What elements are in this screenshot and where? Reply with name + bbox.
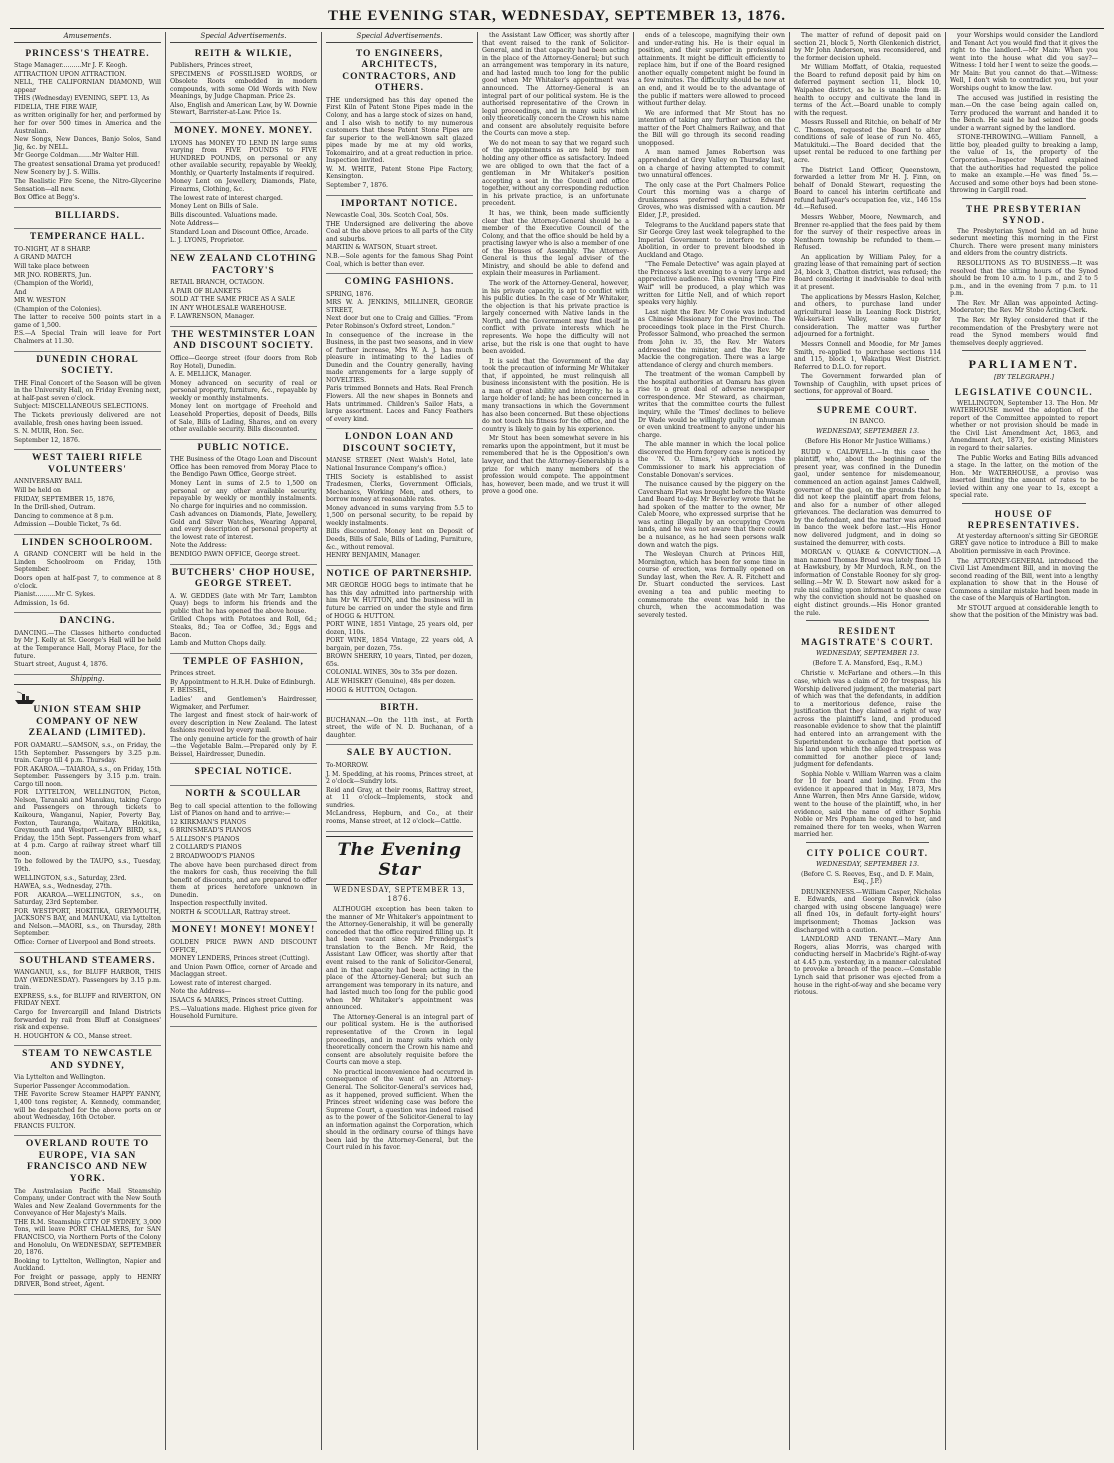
ad-title: MONEY! MONEY! MONEY! bbox=[171, 925, 316, 936]
advertisement bbox=[326, 274, 473, 429]
ad-line: For freight or passage, apply to HENRY DRIVER, Bond street, Agent. bbox=[14, 1273, 161, 1289]
ad-line: THE Undersigned are delivering the above Coal at the above prices to all parts of the City and suburbs. bbox=[326, 220, 473, 243]
paragraph: We are informed that Mr Stout has no intention of taking any further action on the matter of the Port Chalmers Railway, and that the Bill will go through its second reading unopposed. bbox=[638, 109, 785, 147]
ad-line: A. W. GEDDES (late with Mr Tarr, Lambton Quay) begs to inform his friends and the public that he has opened the above house. bbox=[170, 592, 317, 615]
ad-line: Money advanced in sums varying from 5.5 to 1,500 on personal security, to be repaid by weekly instalments. bbox=[326, 504, 473, 527]
ad-title: NEW ZEALAND CLOTHING FACTORY'S bbox=[170, 253, 317, 276]
ad-line: Money lent on mortgage of Freehold and Leasehold Properties, deposit of Deeds, Bills of Sale, Bills of Lading, Shares, and on every other available security. Bills discounted. bbox=[170, 403, 317, 434]
ad-line: The Realistic Fire Scene, the Nitro-Glycerine Sensation—all new. bbox=[14, 177, 161, 193]
ad-line: SPECIMENS of FOSSILISED WORDS, or Obsolete Roots embedded in modern compounds, with some Old Words with New Meanings, by Judge Chapman. Price 2s. bbox=[170, 70, 317, 101]
paragraph: Mr William Moffatt, of Otakia, requested the Board to refund deposit paid by him on deferred payment section 11, block 10, Waipahee district, as he is unable from ill-health to occupy and cultivate the land in terms of the Act.—Board unable to comply with the request. bbox=[794, 64, 941, 117]
resident-magistrate-court-bench: (Before T. A. Mansford, Esq., R.M.) bbox=[812, 659, 923, 667]
advertisement bbox=[326, 566, 473, 700]
advertisement bbox=[14, 1136, 161, 1295]
ad-line: Beg to call special attention to the following List of Pianos on hand and to arrive:— bbox=[170, 802, 317, 818]
divider-rule bbox=[806, 620, 929, 621]
ad-line: The largest and finest stock of hair-work of every description in New Zealand. The latest fashions received by every mail. bbox=[170, 712, 317, 735]
legislative-council-title: LEGISLATIVE COUNCIL. bbox=[954, 386, 1094, 397]
paragraph: Sophia Noble v. William Warren was a claim for 10 for board and lodging. From the evidence it appeared that in May, 1873, Mrs Anne Warren, then Mrs Anne Garside, widow, went to the house of the plaintiff, who, in her evidence, said the name of either Sophia Noble or Mrs Popham he conged to her, and remained there for ten weeks, when Warren married her. bbox=[794, 770, 941, 839]
ad-line: IN ANY WHOLESALE WAREHOUSE. bbox=[170, 304, 287, 312]
ad-title: UNION STEAM SHIP COMPANY OF NEW ZEALAND (LIMITED). bbox=[28, 705, 147, 739]
ad-line: NORTH & SCOULLAR, Rattray street. bbox=[170, 908, 291, 916]
column-parliament bbox=[946, 32, 1102, 1450]
ad-line: P.S.—A Special Train will leave for Port Chalmers at 11.30. bbox=[14, 330, 161, 346]
ad-line: ATTRACTION UPON ATTRACTION. bbox=[14, 70, 127, 78]
ad-line: FOR LYTTELTON, WELLINGTON, Picton, Nelson, Taranaki and Manukau, taking Cargo and Passengers on through tickets to Kaikoura, Wanganui, Napier, Poverty Bay, Foxton, Tauranga, Waitara, Hokitika, Greymouth and Westport.—LADY BIRD, s.s., Friday, the 15th Sept. Passengers from wharf at 4 p.m. Cargo at railway street wharf till noon. bbox=[14, 789, 161, 857]
paragraph: The Wesleyan Church at Princes Hill, Mornington, which has been for some time in course of erection, was formally opened on Sunday last, when the Rev. A. R. Fitchett and Dr. Stuart conducted the services. Last evening a tea and public meeting to commemorate the event was held in the church, when the accommodation was severely tested. bbox=[638, 551, 785, 619]
ad-line: A GRAND MATCH bbox=[14, 254, 72, 262]
column-special-ads bbox=[166, 32, 322, 1450]
ad-line: Will take place between bbox=[14, 262, 90, 270]
ad-line: Mr George Coldman.......Mr Walter Hill. bbox=[14, 152, 139, 160]
ad-title: THE WESTMINSTER LOAN AND DISCOUNT SOCIETY. bbox=[171, 329, 316, 352]
paragraph: The able manner in which the local police discovered the Horn forgery case is noticed by the 'N. O. Times,' which urges the Commissioner to mark his appreciation of Constable Donovan's services. bbox=[638, 441, 785, 479]
advertisement bbox=[170, 654, 317, 765]
city-police-court-title: CITY POLICE COURT. bbox=[806, 847, 929, 858]
ad-line: The greatest sensational Drama yet produced! bbox=[14, 160, 161, 168]
ad-title: REITH & WILKIE, bbox=[194, 48, 293, 59]
paragraph: At yesterday afternoon's sitting Sir GEORGE GREY gave notice to introduce a Bill to make Abolition permissive in each Province. bbox=[950, 532, 1098, 555]
ad-line: Note Address— bbox=[170, 220, 219, 228]
ad-line: Ladies' and Gentlemen's Hairdresser, Wigmaker, and Perfumer. bbox=[170, 695, 317, 711]
ad-title: TEMPERANCE HALL. bbox=[29, 232, 146, 243]
paragraph: Telegrams to the Auckland papers state that Sir George Grey last week telegraphed to the Imperial Government to interfere to stop Abolition, in order to prevent bloodshed in Auckland and Otago. bbox=[638, 221, 785, 259]
ad-line: Box Office at Begg's. bbox=[14, 194, 80, 202]
ad-line: Grilled Chops with Potatoes and Roll, 6d.; Steaks, 8d.; Tea or Coffee, 3d.; Eggs and Bacon. bbox=[170, 616, 317, 639]
supreme-court-title: SUPREME COURT. bbox=[816, 404, 919, 415]
columns bbox=[10, 32, 1104, 1450]
ad-line: Publishers, Princes street, bbox=[170, 62, 253, 70]
ad-line: Office: Corner of Liverpool and Bond streets. bbox=[14, 939, 156, 946]
ad-line: PORT WINE, 1851 Vintage, 25 years old, per dozen, 110s. bbox=[326, 621, 473, 636]
ad-line: FIDELIA, THE FIRE WAIF, bbox=[14, 103, 98, 111]
ad-line: ANNIVERSARY BALL bbox=[14, 478, 82, 486]
parliament-title: PARLIAMENT. bbox=[968, 357, 1080, 372]
ad-line: EXPRESS, s.s., for BLUFF and RIVERTON, ON FRIDAY NEXT. bbox=[14, 992, 161, 1008]
advertisement bbox=[170, 123, 317, 251]
ad-line: Admission, 1s 6d. bbox=[14, 599, 70, 607]
parliament-subtitle: [BY TELEGRAPH.] bbox=[993, 372, 1055, 381]
ad-line: Subject: MISCELLANEOUS SELECTIONS. bbox=[14, 403, 149, 411]
ad-line: N.B.—Sole agents for the famous Shag Point Coal, which is better than ever. bbox=[326, 252, 473, 268]
advertisement bbox=[170, 251, 317, 327]
ad-line: The above have been purchased direct from the makers for cash, thus receiving the full benefit of discounts, and are prepared to offer them at prices heretofore unknown in Dunedin. bbox=[170, 861, 317, 899]
supreme-court-subtitle: IN BANCO. bbox=[849, 417, 886, 425]
ad-line: Bills discounted. Money lent on Deposit of Deeds, Bills of Sale, Bills of Lading, Furniture, &c., without removal. bbox=[326, 528, 473, 551]
ad-line: The Australasian Pacific Mail Steamship Company, under Contract with the New South Wales and New Zealand Governments for the Conveyance of Her Majesty's Mails. bbox=[14, 1187, 161, 1218]
paragraph: "The Female Detective" was again played at the Princess's last evening to a very large and appreciative audience. This evening "The Fire Waif" will be produced, a play which was written for Little Nell, and of which report speaks very highly. bbox=[638, 261, 785, 307]
ad-title: NORTH & SCOULLAR bbox=[185, 789, 302, 800]
paragraph: We do not mean to say that we regard such of the appointments as are held by men holding any other office as satisfactory. Indeed we are obliged to own that the fact of a gentleman in Mr Whitaker's position accepting a seat in the Council and office together, without any corresponding reduction in his private practice, is an unfortunate precedent. bbox=[482, 139, 629, 208]
ad-line: BENDIGO PAWN OFFICE, George street. bbox=[170, 551, 300, 559]
ad-line: Money advanced on security of real or personal property, furniture, &c., repayable by weekly or monthly instalments. bbox=[170, 379, 317, 402]
ad-line: RETAIL BRANCH, OCTAGON. bbox=[170, 279, 265, 287]
ad-line: Cash advances on Diamonds, Plate, Jewellery, Gold and Silver Watches, Wearing Apparel, and every description of personal property at the lowest rate of interest. bbox=[170, 511, 317, 541]
ad-line: FOR AKAROA.—TAIAROA, s.s., on Friday, 15th September. Passengers by 3.15 p.m. train. Cargo till noon. bbox=[14, 765, 161, 788]
ad-line: BROWN SHERRY, 10 years, Tinted, per dozen, 65s. bbox=[326, 653, 473, 668]
ad-line: Next door but one to Craig and Gillies. "From Peter Robinson's Oxford street, London." bbox=[326, 315, 473, 330]
ad-line: THE Final Concert of the Season will be given in the University Hall, on Friday Evening next, at half-past seven o'clock. bbox=[14, 379, 161, 402]
ad-title: PUBLIC NOTICE. bbox=[197, 442, 290, 453]
ad-line: Pianist..........Mr C. Sykes. bbox=[14, 591, 96, 599]
ad-title: SPECIAL NOTICE. bbox=[194, 767, 293, 778]
ad-line: MONEY LENDERS, Princes street (Cutting). bbox=[170, 955, 310, 963]
ad-line: A. E. MELLICK, Manager. bbox=[170, 371, 252, 379]
ad-line: LYONS has MONEY TO LEND IN large sums varying from FIVE POUNDS to FIVE HUNDRED POUNDS, on personal or any other available security, repayable by Weekly, Monthly, or Quarterly Instalments if required. bbox=[170, 139, 317, 177]
ad-line: To be followed by the TAUPO, s.s., Tuesday, 19th. bbox=[14, 858, 161, 873]
ad-line: MARTIN & WATSON, Stuart street. bbox=[326, 244, 438, 252]
ad-line: ALE WHISKEY (Genuine), 48s per dozen. bbox=[326, 678, 456, 686]
column-news bbox=[634, 32, 790, 1450]
paragraph: The Public Works and Eating Bills advanced a stage. In the latter, on the motion of the Hon. Mr WATERHOUSE, a proviso was inserted limiting the amount of rates to be levied within any one year to 1s, except a special rate. bbox=[950, 454, 1098, 500]
ad-line: Doors open at half-past 7, to commence at 8 o'clock. bbox=[14, 575, 161, 590]
ad-line: FRIDAY, SEPTEMBER 15, 1876, bbox=[14, 495, 115, 503]
ad-title: DUNEDIN CHORAL SOCIETY. bbox=[36, 354, 139, 377]
column-special-ads-2 bbox=[322, 32, 478, 1450]
ad-line: Paris trimmed Bonnets and Hats. Real French Flowers. All the new shapes in Bonnets and Hats untrimmed. Children's Sailor Hats, a large assortment. Laces and Fancy Feathers of every kind. bbox=[326, 385, 473, 423]
paragraph: The nuisance caused by the piggery on the Caversham Flat was brought before the Waste Land Board to-day. Mr Beverley wrote that he had spoken of the matter to the owner, Mr Caleb Moore, who expressed surprise that he was acting illegally by an occupying Crown lands, and he was not aware that there could be a nuisance, as he had seen persons walk down and watch the pigs. bbox=[638, 481, 785, 549]
ad-line: PORT WINE, 1854 Vintage, 22 years old, A bargain, per dozen, 75s. bbox=[326, 637, 473, 652]
ad-title: LONDON LOAN AND DISCOUNT SOCIETY, bbox=[342, 432, 457, 454]
ad-line: Admission —Double Ticket, 7s 6d. bbox=[14, 521, 122, 529]
ad-line: Also, English and American Law, by W. Downie Stewart, Barrister-at-Law. Price 1s. bbox=[170, 101, 318, 117]
advertisement bbox=[14, 46, 161, 208]
ad-line: J. M. Spedding, at his rooms, Princes street, at 2 o'clock—Sundry lots. bbox=[326, 770, 473, 786]
advertisement bbox=[14, 688, 161, 952]
ad-line: WELLINGTON, s.s., Saturday, 23rd. bbox=[14, 874, 127, 882]
advertisement bbox=[170, 46, 317, 124]
ad-line: Superior Passenger Accommodation. bbox=[14, 1082, 130, 1090]
advertisement bbox=[326, 745, 473, 831]
paragraph: the Assistant Law Officer, was shortly after that event raised to the rank of Solicitor-General, and in that capacity had been acting in the place of the Attorney-General; but such an arrangement was temporary in its nature, and had lasted much too long for the public good when Mr Whitaker's appointment was announced. The Attorney-General is an integral part of our political system. He is the authorised representative of the Crown in legal proceedings, and in many suits which only theoretically concern the Crown his name and consent are absolutely requisite before the Courts can move a step. bbox=[482, 32, 629, 138]
ad-line: 2 COLLARD'S PIANOS bbox=[170, 844, 242, 852]
ad-title: COMING FASHIONS. bbox=[344, 277, 455, 288]
ad-line: GOLDEN PRICE PAWN AND DISCOUNT OFFICE, bbox=[170, 939, 317, 954]
ad-line: Money Lent on Jewellery, Diamonds, Plate, Firearms, Clothing, &c. bbox=[170, 178, 317, 193]
ad-line: MR GEORGE HOGG begs to intimate that he has this day admitted into partnership with him Mr W. HUTTON, and the business will in future be carried on under the style and firm of HOGG & HUTTON. bbox=[326, 582, 473, 620]
advertisement bbox=[170, 786, 317, 922]
paragraph: STONE-THROWING.—William Fannell, a little boy, pleaded guilty to breaking a lamp, the value of 1s, the property of the Corporation.—Inspector Mallard explained that the authorities had requested the police to make an example.—He was fined 5s.—Accused and some other boys had been stone-throwing in Cargill road. bbox=[950, 134, 1098, 195]
ad-line: September 7, 1876. bbox=[326, 182, 389, 190]
ad-line: Dancing to commence at 8 p.m. bbox=[14, 512, 114, 520]
ad-line: Standard Loan and Discount Office, Arcade. bbox=[170, 228, 309, 236]
column-courts bbox=[790, 32, 946, 1450]
ad-line: F. LAWRENSON, Manager. bbox=[170, 313, 255, 321]
ad-line: MANSE STREET (Next Walsh's Hotel, late National Insurance Company's office.) bbox=[326, 457, 473, 472]
advertisement bbox=[326, 429, 473, 565]
supreme-court-date: WEDNESDAY, SEPTEMBER 13. bbox=[815, 427, 920, 436]
paragraph: A man named James Robertson was apprehended at Grey Valley on Thursday last, on a charge of having attempted to commit two unnatural offences. bbox=[638, 149, 785, 180]
ad-line: Lamb and Mutton Chops daily. bbox=[170, 640, 266, 648]
ad-title: WEST TAIERI RIFLE VOLUNTEERS' bbox=[32, 453, 143, 475]
ad-line: Booking to Lyttelton, Wellington, Napier and Auckland. bbox=[14, 1257, 161, 1273]
ad-line: MR W. WESTON bbox=[14, 297, 66, 305]
ad-line: FOR WESTPORT, HOKITIKA, GREYMOUTH, JACKSON'S BAY, and MANUKAU, via Lyttelton and Nelson.—MAORI, s.s., on Thursday, 28th September. bbox=[14, 907, 161, 938]
paragraph: The work of the Attorney-General, however, in his private capacity, is apt to conflict with his public duties. In the case of Mr Whitaker, the objection is that his private practice is largely concerned with Native lands in the North, and the Government may find itself in conflict with private interests which he represents. We hope the difficulty will not arise, but the risk is one that ought to have been avoided. bbox=[482, 280, 629, 356]
ad-line: Money Lent in sums of 2.5 to 1,500 on personal or any other available security, repayable by weekly or monthly instalments. No charge for inquiries and no commission. bbox=[170, 479, 317, 510]
ad-line: Money Lent on Bills of Sale. bbox=[170, 203, 259, 211]
ad-line: Princes street. bbox=[170, 670, 216, 678]
ad-line: Via Lyttelton and Wellington. bbox=[14, 1074, 106, 1082]
ad-title: IMPORTANT NOTICE. bbox=[340, 198, 459, 209]
masthead: THE EVENING STAR, WEDNESDAY, SEPTEMBER 13, 1876. bbox=[10, 8, 1104, 29]
paragraph: Messrs Connell and Moodie, for Mr James Smith, re-applied to purchase sections 114 and 115, block 1, Wakatipu West District. Referred to D.L.O. for report. bbox=[794, 340, 941, 371]
ad-line: MRS W. A. JENKINS, MILLINER, GEORGE STREET, bbox=[326, 299, 473, 314]
ad-line: 5 ALLISON'S PIANOS bbox=[170, 835, 240, 843]
ad-line: COLONIAL WINES, 30s to 35s per dozen. bbox=[326, 669, 458, 677]
paragraph: It is said that the Government of the day took the precaution of informing Mr Whitaker that, if appointed, he must relinquish all business inconsistent with the position. He is a man of great ability and integrity; he is a large holder of land; he has been concerned in many transactions in which the Government has also been concerned. But these objections do not touch his fitness for the office, and the country is likely to gain by his experience. bbox=[482, 357, 629, 433]
ad-title: LINDEN SCHOOLROOM. bbox=[22, 537, 153, 548]
ad-title: NOTICE OF PARTNERSHIP. bbox=[326, 568, 473, 579]
section-heading: Special Advertisements. bbox=[170, 32, 317, 43]
advertisement bbox=[14, 208, 161, 230]
city-police-court-date: WEDNESDAY, SEPTEMBER 13. bbox=[815, 859, 920, 868]
ad-line: 2 BROADWOOD'S PIANOS bbox=[170, 852, 255, 860]
ad-line: FOR AKAROA.—WELLINGTON, s.s., on Saturday, 23rd September. bbox=[14, 891, 161, 907]
paragraph: RUDD v. CALDWELL.—In this case the plaintiff, who, about the beginning of the present year, was confined in the Dunedin gaol, under sentence for misdemeanour, commenced an action against James Caldwell, governor of the gaol, on the grounds that he did not keep the plaintiff apart from felons, and also for a number of other alleged grievances. The declaration was demurred to by the defendant, and the matter was argued in banco the week before last.—His Honor now delivered judgment, and in doing so sustained the demurrer, with costs. bbox=[794, 448, 941, 547]
synod-title: THE PRESBYTERIAN SYNOD. bbox=[966, 203, 1082, 225]
divider-rule bbox=[806, 399, 929, 400]
advertisement bbox=[170, 565, 317, 654]
ad-line: NELL, THE CALIFORNIAN DIAMOND, Will appear bbox=[14, 79, 161, 94]
ad-line: P.S.—Valuations made. Highest price given for Household Furniture. bbox=[170, 1005, 317, 1021]
ad-line: ISAACS & MARKS, Princes street Cutting. bbox=[170, 996, 304, 1004]
ad-line: (Champion of the World), bbox=[14, 280, 94, 288]
section-heading-shipping: Shipping. bbox=[14, 675, 161, 686]
paragraph: Mr STOUT argued at considerable length to show that the position of the Ministry was bad. bbox=[950, 604, 1098, 620]
advertisement bbox=[326, 46, 473, 196]
paragraph: The only case at the Port Chalmers Police Court this morning was a charge of drunkenness preferred against Edward Groves, who was dismissed with a caution. Mr Elder, J.P., presided. bbox=[638, 181, 785, 219]
advertisement bbox=[326, 700, 473, 745]
ad-line: HOGG & HUTTON, Octagon. bbox=[326, 686, 418, 694]
paragraph: DRUNKENNESS.—William Casper, Nicholas E. Edwards, and George Renwick (also charged with using obscene language) were all fined 10s, in default forty-eight hours' imprisonment; Thomas Jackson was discharged with a caution. bbox=[794, 888, 941, 934]
ad-line: and Union Pawn Office, corner of Arcade and Maclaggan street. bbox=[170, 963, 317, 979]
ad-line: 6 BRINSMEAD'S PIANOS bbox=[170, 827, 252, 835]
ad-line: In the Drill-shed, Outram. bbox=[14, 504, 96, 512]
paragraph: The Presbyterian Synod held an ad hune sederunt meeting this morning in the First Church. There were present many ministers and elders from the country districts. bbox=[950, 227, 1098, 258]
city-police-court-bench: (Before C. S. Reeves, Esq., and D. F. Main, Esq., J.P.) bbox=[801, 870, 934, 886]
paragraph: The Attorney-General is an integral part of our political system. He is the authorised representative of the Crown in legal proceedings, and in many suits which only theoretically concern the Crown his name and consent are absolutely requisite before the Courts can move a step. bbox=[326, 1013, 473, 1067]
ad-line: The Tickets previously delivered are not available, fresh ones having been issued. bbox=[14, 411, 161, 427]
newspaper-date: WEDNESDAY, SEPTEMBER 13, 1876. bbox=[333, 885, 466, 903]
ad-title: BILLIARDS. bbox=[55, 210, 120, 221]
ad-line: SOLD AT THE SAME PRICE AS A SALE bbox=[170, 296, 296, 304]
ad-line: The only genuine article for the growth of hair—the Vegetable Balm.—Prepared only by F. Beissel, Hairdresser, Dunedin. bbox=[170, 735, 317, 758]
paragraph: RESOLUTIONS AS TO BUSINESS.—It was resolved that the sitting hours of the Synod should be from 10 a.m. to 1 p.m., and 2 to 5 p.m., and in the evening from 7 p.m. to 11 p.m. bbox=[950, 260, 1098, 298]
section-heading: Amusements. bbox=[14, 32, 161, 43]
ad-title: TEMPLE OF FASHION, bbox=[183, 656, 304, 667]
ad-title: BUTCHERS' CHOP HOUSE, GEORGE STREET. bbox=[171, 567, 316, 590]
ad-line: Newcastle Coal, 30s. Scotch Coal, 50s. bbox=[326, 212, 449, 220]
paragraph: The matter of refund of deposit paid on section 21, block 5, North Glenkenich district, by Mr John Anderson, was reconsidered, and the former decision upheld. bbox=[794, 32, 941, 62]
ad-line: Will be held on bbox=[14, 486, 62, 494]
paragraph: Christie v. McFarlane and others.—In this case, which was a claim of 20 for trespass, his Worship delivered judgment, the material part of which was that the defendants, in addition to a meritorious defence, raise the justification that they claimed a right of way across the plaintiff's land, and produced reasonable evidence to show that the plaintiff had entered into an arrangement with the Superintendent to exchange that portion of his land upon which the alleged trespass was committed for another piece of land; judgment for defendants. bbox=[794, 670, 941, 769]
ad-title: STEAM TO NEWCASTLE AND SYDNEY, bbox=[22, 1049, 153, 1071]
resident-magistrate-court-title: RESIDENT MAGISTRATE'S COURT. bbox=[801, 626, 934, 648]
paragraph: LANDLORD AND TENANT.—Mary Ann Rogers, alias Morris, was charged with conducting herself in Macbride's Right-of-way at 4.45 p.m. yesterday, in a manner calculated to provoke a breach of the peace.—Constable Lynch said that prisoner was ejected from a house in the right-of-way and she became very riotous. bbox=[794, 936, 941, 997]
ad-line: New Scenery by J. S. Willis. bbox=[14, 169, 101, 177]
paragraph: An application by William Paley, for a grazing lease of that remaining part of section 24, block 3, Chatton district, was refused; the Board considering it inadvisable to deal with it at present. bbox=[794, 253, 941, 291]
section-heading: Special Advertisements. bbox=[326, 32, 473, 43]
ad-line: THIS (Wednesday) EVENING, SEPT. 13, As bbox=[14, 95, 150, 103]
paragraph: The Rev. Mr Allan was appointed Acting-Moderator; the Rev. Mr Stobo Acting-Clerk. bbox=[950, 299, 1098, 315]
ad-line: The lowest rate of interest charged. bbox=[170, 194, 283, 202]
ad-title: OVERLAND ROUTE TO EUROPE, VIA SAN FRANCISCO AND NEW YORK. bbox=[25, 1139, 150, 1185]
ad-title: BIRTH. bbox=[380, 703, 419, 714]
ad-line: MR JNO. ROBERTS, Jun. bbox=[14, 271, 92, 279]
divider-rule bbox=[962, 198, 1086, 199]
ad-line: To-MORROW. bbox=[326, 762, 369, 770]
column-leader bbox=[478, 32, 634, 1450]
ad-line: HENRY BENJAMIN, Manager. bbox=[326, 552, 421, 560]
paragraph: Last night the Rev. Mr Cowie was inducted as Chinese Missionary for the Province. The proceedings took place in the First Church. Professor Salmond, who preached the sermon from John iv. 35, the Rev. Mr Waters addressed the minister, and the Rev. Mr Mackie the congregation. There was a large attendance of clergy and church members. bbox=[638, 308, 785, 369]
ad-line: BUCHANAN.—On the 11th inst., at Forth street, the wife of N. D. Buchanan, of a daughter. bbox=[326, 716, 473, 739]
ad-line: Stage Manager..........Mr J. F. Keogh. bbox=[14, 62, 128, 70]
ad-line: W. M. WHITE, Patent Stone Pipe Factory, Kensington. bbox=[326, 165, 473, 181]
ad-title: PRINCESS'S THEATRE. bbox=[25, 48, 150, 59]
ad-line: THIS Society is established to assist Tradesmen, Clerks, Government Officials, Mechanics, Working Men, and others, to borrow money at reasonable rates. bbox=[326, 473, 473, 504]
advertisement bbox=[170, 764, 317, 786]
ad-line: THE Business of the Otago Loan and Discount Office has been removed from Moray Place to the Bendigo Pawn Office, George street. bbox=[170, 456, 317, 479]
ad-line: FRANCIS FULTON. bbox=[14, 1122, 76, 1130]
advertisement bbox=[170, 440, 317, 565]
advertisement bbox=[326, 196, 473, 275]
ad-line: L. J. LYONS, Proprietor. bbox=[170, 237, 245, 245]
ad-line: THE undersigned has this day opened the First Kiln of Patent Stone Pipes made in the Colony, and has a large stock of sizes on hand, and I also wish to notify to my numerous customers that these Patent Stone Pipes are far superior to the well-known salt glazed pipes made by me at my old works, Tokomairiro, and at a great reduction in price. Inspection invited. bbox=[326, 96, 473, 165]
paragraph: WELLINGTON, September 13. The Hon. Mr WATERHOUSE moved the adoption of the report of the Committee appointed to report whether or not provision should be made in the Civil List Amendment Act, 1863, and Amendment Act, 1873, for existing Ministers in regard to their salaries. bbox=[950, 399, 1098, 452]
paragraph: ALTHOUGH exception has been taken to the manner of Mr Whitaker's appointment to the Attorney-Generalship, it will be generally conceded that the office required filling up. It had been vacant since Mr Prendergast's translation to the Bench. Mr Reid, the Assistant Law Officer, was shortly after that event raised to the rank of Solicitor-General, and in that capacity had been acting in the place of the Attorney-General; but such an arrangement was temporary in its nature, and had lasted much too long for the public good when Mr Whitaker's appointment was announced. bbox=[326, 906, 473, 1012]
ad-line: (Champion of the Colonies). bbox=[14, 305, 102, 313]
ad-line: Note the Address— bbox=[170, 988, 231, 996]
divider-rule bbox=[962, 503, 1086, 504]
paragraph: MORGAN v. QUAKE & CONVICTION.—A man named Thomas Broad was lately fined 15 at Hawksbury, by Mr Murdoch, R.M., on the information of Constable Rooney for sly grog-selling.—Mr W. D. Stewart now asked for a rule nisi calling upon informant to show cause why the conviction should not be quashed on eight distinct grounds.—His Honor granted the rule. bbox=[794, 549, 941, 617]
paragraph: The treatment of the woman Campbell by the hospital authorities at Oamaru has given rise to a great deal of adverse newspaper correspondence. Mr Steward, as chairman, writes that the committee courts the fullest inquiry, while the 'Times' declines to believe Dr Wade would be willingly guilty of inhuman or even unkind treatment to anyone under his charge. bbox=[638, 371, 785, 439]
ad-line: A GRAND CONCERT will be held in the Linden Schoolroom on Friday, 15th September. bbox=[14, 551, 161, 574]
ad-line: Bills discounted. Valuations made. bbox=[170, 211, 278, 219]
supreme-court-bench: (Before His Honor Mr Justice Williams.) bbox=[804, 438, 931, 446]
house-of-representatives-title: HOUSE OF REPRESENTATIVES. bbox=[967, 508, 1081, 530]
paragraph: ends of a telescope, magnifying their own and under-rating his. He is their equal in position, and their superior in professional attainments. It might be difficult efficiently to replace him, but if one of the Board resigned another equally competent might be found in a few minutes. The difficulty should be now at an end, and it would be to the advantage of the public if matters were allowed to proceed without further delay. bbox=[638, 32, 785, 108]
paragraph: The ATTORNEY-GENERAL introduced the Civil List Amendment Bill, and in moving the second reading of the Bill, went into a lengthy explanation to show that in the House of Commons a similar mistake had been made in the case of the Marquis of Hartington. bbox=[950, 557, 1098, 603]
ad-title: MONEY. MONEY. MONEY. bbox=[174, 126, 313, 137]
divider-rule bbox=[806, 842, 929, 843]
paragraph: It has, we think, been made sufficiently clear that the Attorney-General should be a member of the Executive Council of the Colony, and that the office should be held by a practising lawyer who is also a member of one of the Houses of Assembly. The Attorney-General is thus the legal adviser of the Ministry, and should be able to defend and explain their measures in Parliament. bbox=[482, 209, 629, 278]
paragraph: The Government forwarded plan of Township of Caughlin, with upset prices of sections, for approval of Board. bbox=[794, 373, 941, 396]
ad-title: DANCING. bbox=[59, 616, 116, 627]
ad-line: Lowest rate of interest charged. bbox=[170, 979, 272, 987]
ad-line: THE R.M. Steamship CITY OF SYDNEY, 3,000 Tons, will leave PORT CHALMERS, for SAN FRANCISCO, via Northern Ports of the Colony and Honolulu, On WEDNESDAY, SEPTEMBER 20, 1876. bbox=[14, 1218, 161, 1257]
paragraph: your Worships would consider the Landlord and Tenant Act you would find that it gives the right to the landlord.—Mr Main: When you went into the house what did you say?—Witness: I told her I went to seize the goods.—Mr Main: But you cannot do that.—Witness: Well, I don't wish to contradict you, but your Worships ought to know the law. bbox=[950, 32, 1098, 92]
ad-line: In consequence of the increase in the Business, in the past two seasons, and in view of further increase, Mrs W. A. J. has much pleasure in intimating to the Ladies of Dunedin and the Country generally, having made arrangements for a large supply of NOVELTIES. bbox=[326, 331, 473, 384]
paragraph: Mr Stout has been somewhat severe in his remarks upon the appointment, but it must be remembered that he is the Opposition's own lawyer, and that the Attorney-Generalship is a prize for which many members of the profession would compete. The appointment has, however, been made, and we trust it will prove a good one. bbox=[482, 435, 629, 496]
paragraph: Messrs Webber, Moore, Newmarch, and Brenner re-applied that the fees paid by them for the survey of their respective areas in Nenthorn township be refunded to them.—Refused. bbox=[794, 213, 941, 252]
paragraph: The applications by Messrs Haslon, Kelcher, and others, to purchase land under agricultural lease in Leaning Rock District, Wai-keri-keri Valley, came up for consideration. The matter was further adjourned for a fortnight. bbox=[794, 293, 941, 339]
ad-line: FOR OAMARU.—SAMSON, s.s., on Friday, the 15th September. Passengers by 3.25 p.m. train. Cargo till 4 p.m. Thursday. bbox=[14, 741, 161, 765]
column-amusements bbox=[10, 32, 166, 1450]
advertisement bbox=[170, 922, 317, 1026]
ad-line: DANCING.—The Classes hitherto conducted by Mr J. Kelly at St. George's Hall will be held at the Temperance Hall, Moray Place, for the future. bbox=[14, 629, 161, 660]
ad-line: HAWEA, s.s., Wednesday, 27th. bbox=[14, 883, 112, 891]
ad-line: H. HOUGHTON & CO., Manse street. bbox=[14, 1032, 132, 1040]
newspaper-title: The Evening Star bbox=[326, 836, 473, 885]
paragraph: Messrs Russell and Ritchie, on behalf of Mr C. Thomson, requested the Board to alter conditions of sale of lease of run No. 465, Matukituki.—The Board decided that the upset rental be reduced to one farthing per acre. bbox=[794, 119, 941, 164]
advertisement bbox=[14, 613, 161, 674]
ad-line: TO-NIGHT, AT 8 SHARP. bbox=[14, 245, 91, 253]
advertisement bbox=[170, 327, 317, 440]
ad-line: September 12, 1876. bbox=[14, 436, 80, 444]
advertisement bbox=[14, 450, 161, 535]
advertisement bbox=[14, 229, 161, 351]
advertisement bbox=[14, 953, 161, 1047]
ad-line: Office—George street (four doors from Rob Roy Hotel), Dunedin. bbox=[170, 355, 317, 370]
ad-line: as written originally for her, and performed by her for over 500 times in America and the Australian. bbox=[14, 112, 161, 135]
ad-title: SALE BY AUCTION. bbox=[346, 748, 453, 759]
ad-line: New Songs, New Dances, Banjo Solos, Sand Jig, &c. by NELL. bbox=[14, 136, 161, 151]
ad-line: And bbox=[14, 288, 27, 296]
paragraph: No practical inconvenience had occurred in consequence of the want of an Attorney-General. The Solicitor-General's services had, as it happened, proved sufficient. When the Princes street widening case was before the Supreme Court, a question was indeed raised as to the power of the Solicitor-General to lay an information against the Corporation, which should in the ordinary course of things have been laid by the Attorney-General, but the Court ruled in his favor. bbox=[326, 1068, 473, 1152]
ad-line: Note the Address: bbox=[170, 542, 227, 550]
paragraph: The District Land Officer, Queenstown, forwarded a letter from Mr H. J. Finn, on behalf of Donald Stewart, requesting the Board to cancel his interim certificate and refund half-year's occupation fee, viz., 146 15s 4d.—Refused. bbox=[794, 166, 941, 212]
ad-line: F. BEISSEL, bbox=[170, 687, 208, 695]
ad-line: Inspection respectfully invited. bbox=[170, 900, 268, 908]
steamship-icon bbox=[14, 691, 36, 705]
paragraph: The Rev. Mr Ryley considered that if the recommendation of the Presbytery were not read the Synod members would find themselves deeply aggrieved. bbox=[950, 316, 1098, 347]
ad-line: A PAIR OF BLANKETS bbox=[170, 287, 241, 295]
ad-title: SOUTHLAND STEAMERS. bbox=[19, 955, 156, 966]
ad-line: McLandress, Hepburn, and Co., at their rooms, Manse street, at 12 o'clock—Cattle. bbox=[326, 810, 473, 825]
resident-magistrate-court-date: WEDNESDAY, SEPTEMBER 13. bbox=[815, 649, 920, 658]
divider-rule bbox=[962, 350, 1086, 351]
ad-line: By Appointment to H.R.H. Duke of Edinburgh. bbox=[170, 678, 316, 686]
ad-line: Stuart street, August 4, 1876. bbox=[14, 661, 108, 669]
ad-line: SPRING, 1876. bbox=[326, 290, 374, 298]
ad-line: Cargo for Invercargill and Inland Districts forwarded by rail from Bluff at Consignees' risk and expense. bbox=[14, 1008, 161, 1032]
ad-line: 12 KIRKMAN'S PIANOS bbox=[170, 818, 247, 826]
leader-article bbox=[326, 906, 473, 1152]
ad-line: WANGANUI, s.s., for BLUFF HARBOR, THIS DAY (WEDNESDAY). Passengers by 3.15 p.m. train. bbox=[14, 969, 161, 992]
ad-title: TO ENGINEERS, ARCHITECTS, CONTRACTORS, AND OTHERS. bbox=[342, 48, 457, 94]
advertisement bbox=[14, 1046, 161, 1136]
ad-line: THE Favorite Screw Steamer HAPPY FANNY, 1,400 tons register, A. Kennedy, commander, will be despatched for the above ports on or about Wednesday, 16th October. bbox=[14, 1091, 161, 1122]
ad-line: The latter to receive 500 points start in a game of 1,500. bbox=[14, 314, 161, 329]
ad-line: Reid and Gray, at their rooms, Rattray street, at 11 o'clock—Implements, stock and sundries. bbox=[326, 786, 473, 809]
advertisement bbox=[14, 535, 161, 614]
paragraph: The accused was justified in resisting the man.—On the case being again called on, Terry produced the warrant and handed it to the Bench. He said he had seized the goods under a warrant signed by the landlord. bbox=[950, 94, 1098, 132]
advertisement bbox=[14, 352, 161, 451]
ad-line: S. N. MUIR, Hon. Sec. bbox=[14, 428, 84, 436]
